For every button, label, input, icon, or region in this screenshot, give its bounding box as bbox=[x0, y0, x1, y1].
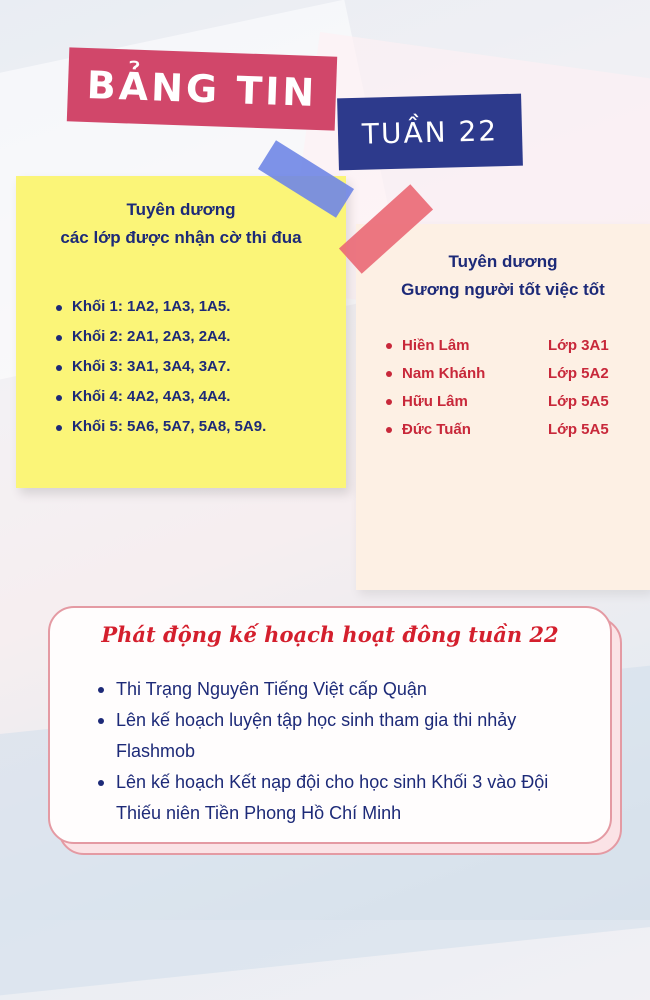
list-item: Lên kế hoạch Kết nạp đội cho học sinh Khối 3 vào Đội Thiếu niên Tiền Phong Hồ Chí Minh bbox=[98, 767, 578, 829]
plan-title: Phát động kế hoạch hoạt đông tuần 22 bbox=[101, 622, 559, 647]
list-item: Khối 1: 1A2, 1A3, 1A5. bbox=[54, 292, 266, 322]
classes-heading-line2: các lớp được nhận cờ thi đua bbox=[60, 228, 302, 247]
list-item bbox=[384, 416, 650, 444]
list-item bbox=[384, 360, 650, 388]
classes-commendation-card bbox=[16, 176, 346, 488]
list-item: Khối 5: 5A6, 5A7, 5A8, 5A9. bbox=[54, 412, 266, 442]
person-name: Đức Tuấn bbox=[402, 421, 471, 438]
list-item: Khối 3: 3A1, 3A4, 3A7. bbox=[54, 352, 266, 382]
activity-plan-box bbox=[48, 606, 612, 844]
people-list bbox=[384, 332, 650, 444]
person-class: Lớp 5A2 bbox=[548, 365, 609, 382]
week-label: TUẦN 22 bbox=[337, 94, 523, 171]
plan-list bbox=[98, 674, 578, 829]
list-item: Khối 4: 4A2, 4A3, 4A4. bbox=[54, 382, 266, 412]
list-item: Khối 2: 2A1, 2A3, 2A4. bbox=[54, 322, 266, 352]
person-name: Hiền Lâm bbox=[402, 337, 470, 354]
people-commendation-card bbox=[356, 224, 650, 590]
classes-list bbox=[54, 292, 266, 442]
person-name: Nam Khánh bbox=[402, 365, 486, 382]
list-item: Lên kế hoạch luyện tập học sinh tham gia thi nhảy Flashmob bbox=[98, 705, 578, 767]
list-item bbox=[384, 332, 650, 360]
person-name: Hữu Lâm bbox=[402, 393, 468, 410]
person-class: Lớp 5A5 bbox=[548, 421, 609, 438]
classes-heading-line1: Tuyên dương bbox=[126, 200, 236, 219]
person-class: Lớp 3A1 bbox=[548, 337, 609, 354]
list-item: Thi Trạng Nguyên Tiếng Việt cấp Quận bbox=[98, 674, 578, 705]
people-heading-line2: Gương người tốt việc tốt bbox=[401, 280, 605, 299]
people-heading-line1: Tuyên dương bbox=[448, 252, 558, 271]
list-item bbox=[384, 388, 650, 416]
board-title: BẢNG TIN bbox=[67, 47, 337, 130]
classes-card-heading bbox=[16, 196, 346, 252]
person-class: Lớp 5A5 bbox=[548, 393, 609, 410]
people-card-heading bbox=[356, 248, 650, 304]
